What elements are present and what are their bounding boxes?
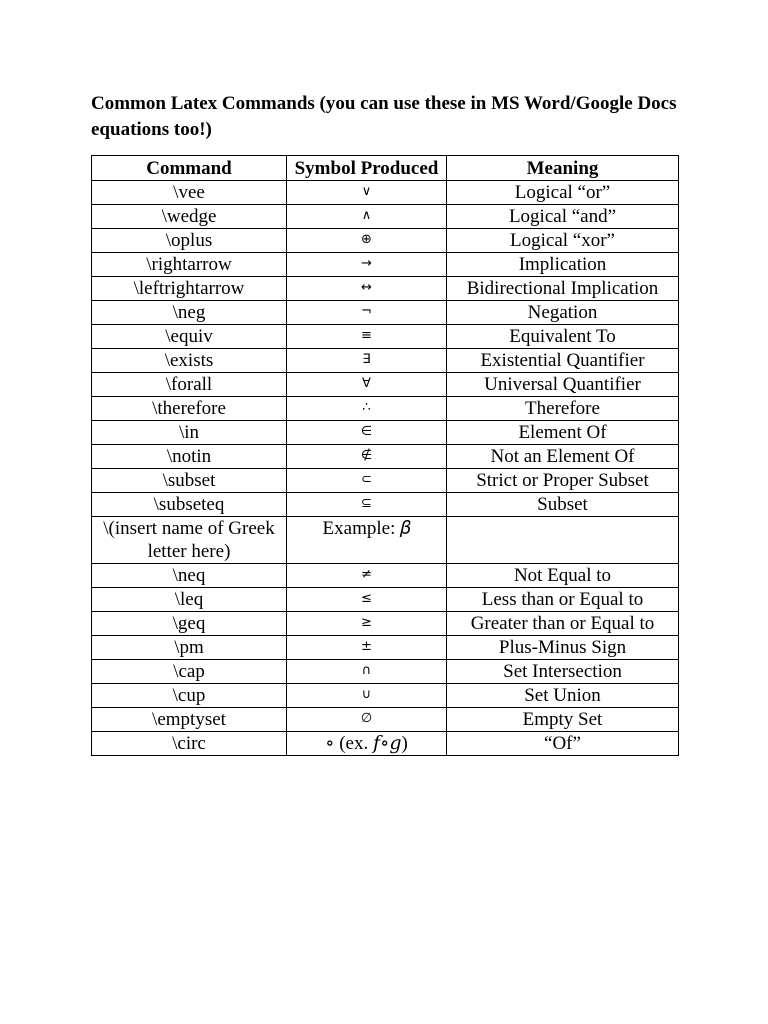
table-row — [92, 660, 679, 684]
command-cell: \notin — [92, 445, 287, 469]
table-header-row — [92, 156, 679, 181]
symbol-cell: ¬ — [287, 301, 447, 325]
command-cell: \forall — [92, 373, 287, 397]
table-row — [92, 636, 679, 660]
column-header-symbol: Symbol Produced — [287, 156, 447, 181]
column-header-command: Command — [92, 156, 287, 181]
command-cell: \pm — [92, 636, 287, 660]
latex-commands-table — [91, 155, 679, 756]
meaning-cell — [447, 517, 679, 564]
symbol-cell: ⊆ — [287, 493, 447, 517]
symbol-cell: ∅ — [287, 708, 447, 732]
symbol-cell: ∨ — [287, 181, 447, 205]
meaning-cell: Plus-Minus Sign — [447, 636, 679, 660]
symbol-cell: ∪ — [287, 684, 447, 708]
symbol-cell: Example: 𝛽 — [287, 517, 447, 564]
table-row — [92, 564, 679, 588]
meaning-cell: Not an Element Of — [447, 445, 679, 469]
table-row — [92, 445, 679, 469]
table-row — [92, 421, 679, 445]
meaning-cell: Set Intersection — [447, 660, 679, 684]
command-cell: \subset — [92, 469, 287, 493]
meaning-cell: Universal Quantifier — [447, 373, 679, 397]
table-row — [92, 205, 679, 229]
command-cell: \equiv — [92, 325, 287, 349]
table-row — [92, 181, 679, 205]
command-cell: \geq — [92, 612, 287, 636]
symbol-cell: ∈ — [287, 421, 447, 445]
symbol-cell: ∉ — [287, 445, 447, 469]
table-row — [92, 708, 679, 732]
meaning-cell: Greater than or Equal to — [447, 612, 679, 636]
command-cell: \exists — [92, 349, 287, 373]
symbol-cell: ⊂ — [287, 469, 447, 493]
meaning-cell: Set Union — [447, 684, 679, 708]
command-cell: \vee — [92, 181, 287, 205]
meaning-cell: Logical “xor” — [447, 229, 679, 253]
table-row — [92, 397, 679, 421]
symbol-cell: ≠ — [287, 564, 447, 588]
meaning-cell: Therefore — [447, 397, 679, 421]
meaning-cell: Implication — [447, 253, 679, 277]
command-cell: \cup — [92, 684, 287, 708]
column-header-meaning: Meaning — [447, 156, 679, 181]
symbol-cell: ± — [287, 636, 447, 660]
table-row — [92, 612, 679, 636]
symbol-cell: ≡ — [287, 325, 447, 349]
command-cell: \leftrightarrow — [92, 277, 287, 301]
command-cell: \neg — [92, 301, 287, 325]
meaning-cell: Logical “and” — [447, 205, 679, 229]
command-cell: \oplus — [92, 229, 287, 253]
table-row — [92, 253, 679, 277]
table-row — [92, 493, 679, 517]
meaning-cell: Existential Quantifier — [447, 349, 679, 373]
symbol-cell: ∩ — [287, 660, 447, 684]
table-row — [92, 588, 679, 612]
symbol-cell: ↔ — [287, 277, 447, 301]
command-cell: \neq — [92, 564, 287, 588]
command-cell: \in — [92, 421, 287, 445]
table-row — [92, 277, 679, 301]
table-row — [92, 517, 679, 564]
table-row — [92, 229, 679, 253]
symbol-cell: ∧ — [287, 205, 447, 229]
meaning-cell: Bidirectional Implication — [447, 277, 679, 301]
command-cell: \wedge — [92, 205, 287, 229]
meaning-cell: Element Of — [447, 421, 679, 445]
table-row — [92, 301, 679, 325]
meaning-cell: Less than or Equal to — [447, 588, 679, 612]
command-cell: \circ — [92, 732, 287, 756]
command-cell: \rightarrow — [92, 253, 287, 277]
meaning-cell: Not Equal to — [447, 564, 679, 588]
table-row — [92, 469, 679, 493]
command-cell: \subseteq — [92, 493, 287, 517]
symbol-cell: → — [287, 253, 447, 277]
page-title: Common Latex Commands (you can use these in MS Word/Google Docs equations too!) — [91, 93, 677, 140]
symbol-cell: ∴ — [287, 397, 447, 421]
command-cell: \leq — [92, 588, 287, 612]
meaning-cell: Empty Set — [447, 708, 679, 732]
meaning-cell: Equivalent To — [447, 325, 679, 349]
table-row — [92, 373, 679, 397]
table-row — [92, 684, 679, 708]
meaning-cell: Strict or Proper Subset — [447, 469, 679, 493]
meaning-cell: Subset — [447, 493, 679, 517]
symbol-cell: ≥ — [287, 612, 447, 636]
table-row — [92, 732, 679, 756]
command-cell: \emptyset — [92, 708, 287, 732]
table-row — [92, 325, 679, 349]
table-row — [92, 349, 679, 373]
meaning-cell: “Of” — [447, 732, 679, 756]
command-cell: \cap — [92, 660, 287, 684]
symbol-cell: ≤ — [287, 588, 447, 612]
meaning-cell: Logical “or” — [447, 181, 679, 205]
symbol-cell: ∀ — [287, 373, 447, 397]
meaning-cell: Negation — [447, 301, 679, 325]
symbol-cell: ∘ (ex. 𝑓∘𝑔) — [287, 732, 447, 756]
command-cell: \(insert name of Greek letter here) — [92, 517, 287, 564]
command-cell: \therefore — [92, 397, 287, 421]
symbol-cell: ∃ — [287, 349, 447, 373]
symbol-cell: ⊕ — [287, 229, 447, 253]
